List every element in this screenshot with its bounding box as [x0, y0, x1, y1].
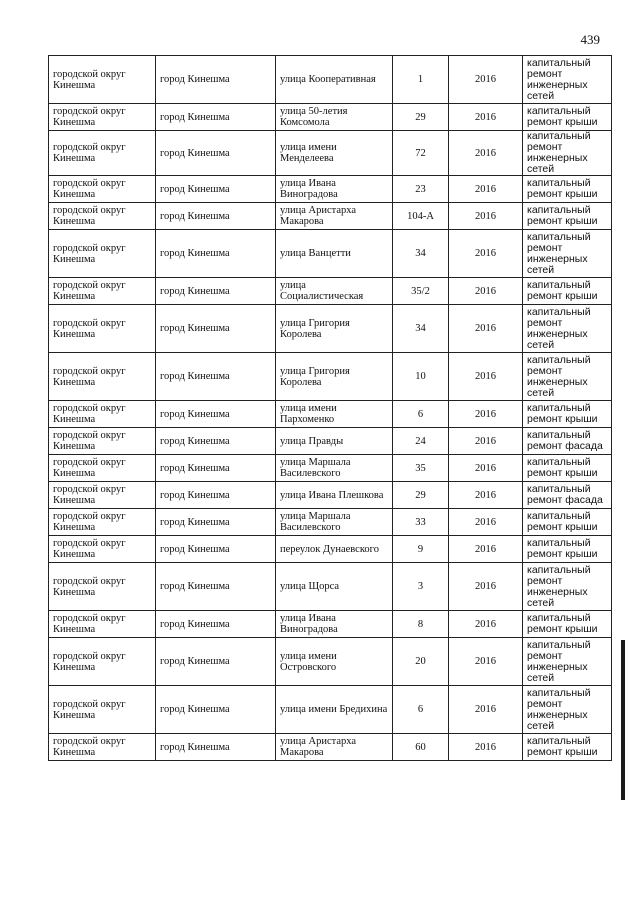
city-cell: город Кинешма [156, 536, 276, 563]
work-type-cell: капитальный ремонт крыши [523, 611, 612, 638]
street-cell: улица Правды [276, 428, 393, 455]
okrug-cell: городской округ Кинешма [49, 176, 156, 203]
year-cell: 2016 [449, 611, 523, 638]
year-cell: 2016 [449, 536, 523, 563]
table-row [49, 686, 612, 734]
table-row [49, 563, 612, 611]
work-type-cell: капитальный ремонт крыши [523, 203, 612, 230]
housing-repair-table [48, 55, 612, 761]
house-number-cell: 34 [393, 305, 449, 353]
year-cell: 2016 [449, 203, 523, 230]
year-cell: 2016 [449, 686, 523, 734]
city-cell: город Кинешма [156, 509, 276, 536]
table-row [49, 401, 612, 428]
table-row [49, 104, 612, 131]
work-type-cell: капитальный ремонт крыши [523, 401, 612, 428]
table-row [49, 305, 612, 353]
street-cell: улица имени Бредихина [276, 686, 393, 734]
okrug-cell: городской округ Кинешма [49, 611, 156, 638]
house-number-cell: 104-А [393, 203, 449, 230]
table-row [49, 353, 612, 401]
table-row [49, 482, 612, 509]
work-type-cell: капитальный ремонт фасада [523, 428, 612, 455]
street-cell: улица Григория Королева [276, 305, 393, 353]
street-cell: улица Аристарха Макарова [276, 203, 393, 230]
year-cell: 2016 [449, 176, 523, 203]
house-number-cell: 34 [393, 230, 449, 278]
year-cell: 2016 [449, 230, 523, 278]
work-type-cell: капитальный ремонт инженерных сетей [523, 686, 612, 734]
street-cell: улица Ивана Плешкова [276, 482, 393, 509]
house-number-cell: 33 [393, 509, 449, 536]
table-row [49, 509, 612, 536]
okrug-cell: городской округ Кинешма [49, 536, 156, 563]
street-cell: улица имени Пархоменко [276, 401, 393, 428]
work-type-cell: капитальный ремонт инженерных сетей [523, 305, 612, 353]
page-number: 439 [580, 32, 600, 47]
year-cell: 2016 [449, 305, 523, 353]
street-cell: улица Ванцетти [276, 230, 393, 278]
year-cell: 2016 [449, 482, 523, 509]
okrug-cell: городской округ Кинешма [49, 455, 156, 482]
okrug-cell: городской округ Кинешма [49, 230, 156, 278]
okrug-cell: городской округ Кинешма [49, 203, 156, 230]
okrug-cell: городской округ Кинешма [49, 56, 156, 104]
year-cell: 2016 [449, 278, 523, 305]
year-cell: 2016 [449, 734, 523, 761]
street-cell: улица Социалистическая [276, 278, 393, 305]
street-cell: улица Ивана Виноградова [276, 176, 393, 203]
okrug-cell: городской округ Кинешма [49, 509, 156, 536]
table-row [49, 536, 612, 563]
okrug-cell: городской округ Кинешма [49, 401, 156, 428]
house-number-cell: 20 [393, 638, 449, 686]
city-cell: город Кинешма [156, 353, 276, 401]
okrug-cell: городской округ Кинешма [49, 104, 156, 131]
city-cell: город Кинешма [156, 56, 276, 104]
house-number-cell: 9 [393, 536, 449, 563]
okrug-cell: городской округ Кинешма [49, 734, 156, 761]
year-cell: 2016 [449, 131, 523, 176]
work-type-cell: капитальный ремонт инженерных сетей [523, 230, 612, 278]
street-cell: улица имени Менделеева [276, 131, 393, 176]
table-row [49, 131, 612, 176]
street-cell: улица имени Островского [276, 638, 393, 686]
city-cell: город Кинешма [156, 638, 276, 686]
okrug-cell: городской округ Кинешма [49, 563, 156, 611]
year-cell: 2016 [449, 428, 523, 455]
street-cell: улица Ивана Виноградова [276, 611, 393, 638]
table-row [49, 428, 612, 455]
city-cell: город Кинешма [156, 686, 276, 734]
table-body [49, 56, 612, 761]
city-cell: город Кинешма [156, 734, 276, 761]
work-type-cell: капитальный ремонт крыши [523, 278, 612, 305]
work-type-cell: капитальный ремонт инженерных сетей [523, 563, 612, 611]
city-cell: город Кинешма [156, 230, 276, 278]
city-cell: город Кинешма [156, 428, 276, 455]
house-number-cell: 72 [393, 131, 449, 176]
city-cell: город Кинешма [156, 278, 276, 305]
city-cell: город Кинешма [156, 401, 276, 428]
city-cell: город Кинешма [156, 104, 276, 131]
work-type-cell: капитальный ремонт крыши [523, 455, 612, 482]
city-cell: город Кинешма [156, 131, 276, 176]
house-number-cell: 3 [393, 563, 449, 611]
year-cell: 2016 [449, 56, 523, 104]
okrug-cell: городской округ Кинешма [49, 305, 156, 353]
street-cell: переулок Дунаевского [276, 536, 393, 563]
okrug-cell: городской округ Кинешма [49, 131, 156, 176]
year-cell: 2016 [449, 455, 523, 482]
table-row [49, 278, 612, 305]
scan-edge-mark [621, 640, 625, 800]
work-type-cell: капитальный ремонт инженерных сетей [523, 56, 612, 104]
year-cell: 2016 [449, 353, 523, 401]
year-cell: 2016 [449, 638, 523, 686]
street-cell: улица Маршала Василевского [276, 509, 393, 536]
year-cell: 2016 [449, 563, 523, 611]
work-type-cell: капитальный ремонт крыши [523, 734, 612, 761]
table-row [49, 455, 612, 482]
table-row [49, 176, 612, 203]
table-row [49, 203, 612, 230]
street-cell: улица Маршала Василевского [276, 455, 393, 482]
house-number-cell: 10 [393, 353, 449, 401]
city-cell: город Кинешма [156, 563, 276, 611]
house-number-cell: 1 [393, 56, 449, 104]
work-type-cell: капитальный ремонт инженерных сетей [523, 638, 612, 686]
city-cell: город Кинешма [156, 203, 276, 230]
street-cell: улица 50-летия Комсомола [276, 104, 393, 131]
house-number-cell: 29 [393, 482, 449, 509]
year-cell: 2016 [449, 401, 523, 428]
work-type-cell: капитальный ремонт инженерных сетей [523, 353, 612, 401]
street-cell: улица Щорса [276, 563, 393, 611]
table-row [49, 734, 612, 761]
street-cell: улица Григория Королева [276, 353, 393, 401]
street-cell: улица Аристарха Макарова [276, 734, 393, 761]
house-number-cell: 6 [393, 686, 449, 734]
work-type-cell: капитальный ремонт крыши [523, 104, 612, 131]
year-cell: 2016 [449, 509, 523, 536]
city-cell: город Кинешма [156, 611, 276, 638]
okrug-cell: городской округ Кинешма [49, 353, 156, 401]
work-type-cell: капитальный ремонт инженерных сетей [523, 131, 612, 176]
house-number-cell: 8 [393, 611, 449, 638]
city-cell: город Кинешма [156, 176, 276, 203]
house-number-cell: 35/2 [393, 278, 449, 305]
table-row [49, 611, 612, 638]
table-row [49, 230, 612, 278]
table-row [49, 638, 612, 686]
okrug-cell: городской округ Кинешма [49, 428, 156, 455]
table-row [49, 56, 612, 104]
city-cell: город Кинешма [156, 455, 276, 482]
work-type-cell: капитальный ремонт крыши [523, 176, 612, 203]
city-cell: город Кинешма [156, 305, 276, 353]
house-number-cell: 35 [393, 455, 449, 482]
work-type-cell: капитальный ремонт крыши [523, 536, 612, 563]
house-number-cell: 6 [393, 401, 449, 428]
year-cell: 2016 [449, 104, 523, 131]
work-type-cell: капитальный ремонт крыши [523, 509, 612, 536]
house-number-cell: 60 [393, 734, 449, 761]
okrug-cell: городской округ Кинешма [49, 482, 156, 509]
house-number-cell: 29 [393, 104, 449, 131]
work-type-cell: капитальный ремонт фасада [523, 482, 612, 509]
city-cell: город Кинешма [156, 482, 276, 509]
okrug-cell: городской округ Кинешма [49, 278, 156, 305]
house-number-cell: 24 [393, 428, 449, 455]
okrug-cell: городской округ Кинешма [49, 638, 156, 686]
okrug-cell: городской округ Кинешма [49, 686, 156, 734]
house-number-cell: 23 [393, 176, 449, 203]
street-cell: улица Кооперативная [276, 56, 393, 104]
